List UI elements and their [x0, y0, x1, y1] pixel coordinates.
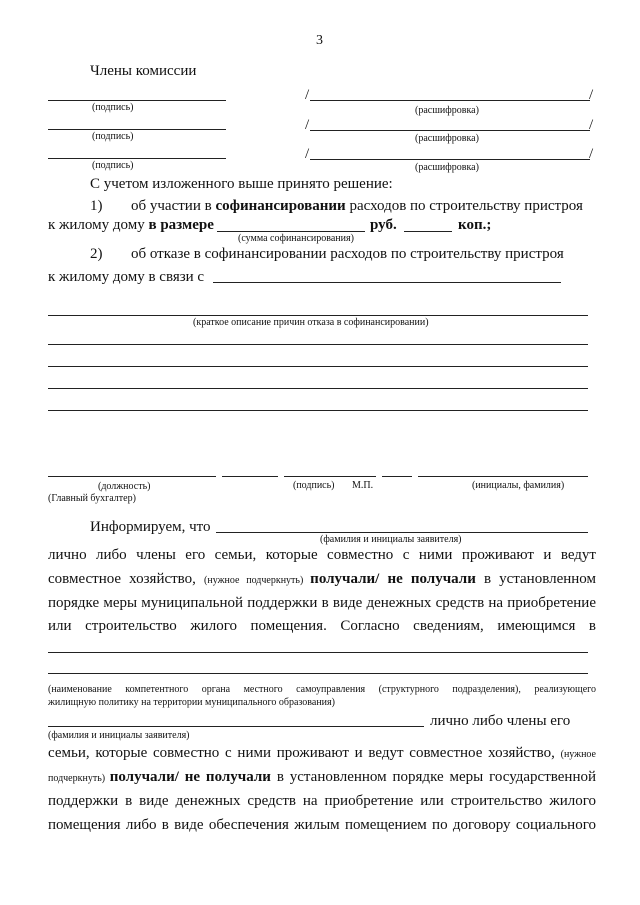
blank-line	[48, 410, 588, 411]
slash: /	[305, 87, 310, 103]
item1-line2	[48, 216, 214, 234]
organ-line	[48, 673, 588, 674]
blank-line	[48, 388, 588, 389]
applicant-line	[48, 726, 424, 727]
inform-line2-small: (нужное подчеркнуть)	[204, 575, 311, 586]
personally-text: лично либо члены его	[430, 713, 571, 729]
inform-line5-a: семьи, которые совместно с ними проживают и ведут совместное хозяйство,	[48, 745, 561, 761]
inform-line-5	[48, 744, 596, 764]
item2-line2: к жилому дому в связи с	[48, 269, 205, 285]
amount-line	[217, 231, 365, 232]
organ-caption-2: жилищную политику на территории муниципального образования)	[48, 697, 335, 708]
blank-line	[48, 344, 588, 345]
reason-line	[213, 282, 561, 283]
decode-caption: (расшифровка)	[415, 105, 479, 116]
organ-caption-1: (наименование компетентного органа местного самоуправления (структурного подразделения), реализующего	[48, 684, 596, 695]
signature-line	[48, 158, 226, 159]
reason-line	[48, 315, 588, 316]
inform-line-2	[48, 570, 596, 590]
inform-line-8: помещения либо в виде обеспечения жилым помещением по договору социального	[48, 817, 596, 833]
commission-heading: Члены комиссии	[90, 63, 197, 79]
item1-text-a: об участии в	[131, 198, 216, 214]
slash: /	[305, 117, 310, 133]
decision-intro: С учетом изложенного выше принято решение:	[90, 176, 393, 192]
item1-line2-bold: в размере	[148, 217, 214, 233]
inform-lead: Информируем, что	[90, 519, 211, 535]
position-caption: (должность)	[98, 481, 151, 492]
position-line	[48, 476, 216, 477]
item1-text	[131, 197, 583, 215]
inform-line-6	[48, 768, 596, 788]
organ-line	[48, 652, 588, 653]
kop-label: коп.;	[458, 217, 492, 233]
item2-number: 2)	[90, 246, 103, 262]
inform-line2-a: совместное хозяйство,	[48, 571, 205, 587]
slash: /	[305, 146, 310, 162]
page-number: 3	[316, 33, 323, 48]
inform-line-4: или строительство жилого помещения. Согласно сведениям, имеющимся в	[48, 618, 596, 634]
inform-line6-bold: получали/ не получали	[109, 769, 271, 785]
item1-number: 1)	[90, 198, 103, 214]
inform-line5-small: (нужное	[560, 749, 596, 760]
decode-line	[310, 100, 590, 101]
signature-caption: (подпись)	[92, 102, 134, 113]
signature-caption: (подпись)	[92, 160, 134, 171]
inform-line6-b: в установленном порядке меры государственной	[270, 769, 597, 785]
initials-caption: (инициалы, фамилия)	[472, 480, 565, 491]
short-line	[222, 476, 278, 477]
signature-caption: (подпись)	[92, 131, 134, 142]
item1-line2-a: к жилому дому	[48, 217, 149, 233]
inform-line2-b: в установленном	[475, 571, 597, 587]
item2-text: об отказе в софинансировании расходов по строительству пристроя	[131, 246, 564, 262]
signature-line	[48, 129, 226, 130]
applicant-caption: (фамилия и инициалы заявителя)	[48, 730, 190, 741]
rub-label: руб.	[370, 217, 397, 233]
slash: /	[589, 146, 594, 162]
blank-line	[48, 366, 588, 367]
applicant-line	[216, 532, 588, 533]
slash: /	[589, 87, 594, 103]
inform-line-7: поддержки в виде денежных средств на приобретение или строительство жилого	[48, 793, 596, 809]
initials-line	[418, 476, 588, 477]
decode-caption: (расшифровка)	[415, 162, 479, 173]
inform-line6-small: подчеркнуть)	[48, 773, 110, 784]
inform-line-3: порядке меры муниципальной поддержки в виде денежных средств на приобретение	[48, 595, 596, 611]
stamp-label: М.П.	[352, 480, 374, 491]
signature-line	[48, 100, 226, 101]
item1-text-bold: софинансировании	[215, 198, 346, 214]
decode-line	[310, 130, 590, 131]
item1-text-b: расходов по строительству пристроя	[345, 198, 583, 214]
decode-line	[310, 159, 590, 160]
reason-caption: (краткое описание причин отказа в софинансировании)	[193, 317, 429, 328]
slash: /	[589, 117, 594, 133]
signature-line	[284, 476, 376, 477]
kop-line	[404, 231, 452, 232]
chief-accountant-caption: (Главный бухгалтер)	[48, 493, 136, 504]
decode-caption: (расшифровка)	[415, 133, 479, 144]
amount-caption: (сумма софинансирования)	[238, 233, 354, 244]
applicant-caption: (фамилия и инициалы заявителя)	[320, 534, 462, 545]
short-line	[382, 476, 412, 477]
inform-line2-bold: получали/ не получали	[310, 571, 476, 587]
inform-line-1: лично либо члены его семьи, которые совместно с ними проживают и ведут	[48, 547, 596, 563]
signature-caption: (подпись)	[293, 480, 335, 491]
